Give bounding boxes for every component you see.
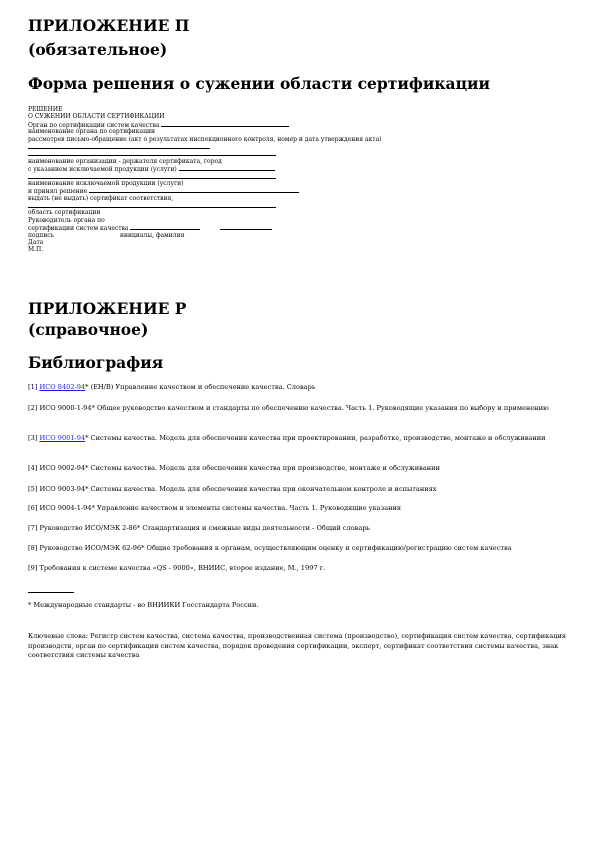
entry-number: [4] — [28, 464, 38, 472]
form-caption: область сертификации — [28, 209, 101, 217]
name-line — [220, 224, 272, 230]
form-label: Руководитель органа по — [28, 216, 105, 224]
form-title: РЕШЕНИЕ — [28, 106, 63, 113]
entry-number: [7] — [28, 524, 38, 532]
form-line — [28, 150, 458, 157]
bibliography-entry — [28, 383, 568, 392]
appendix-r-subtitle: (справочное) — [28, 320, 149, 339]
blank-line — [179, 165, 275, 171]
entry-number: [8] — [28, 544, 38, 552]
standard-link[interactable]: ИСО 8402-94 — [39, 383, 86, 391]
blank-line — [28, 150, 276, 156]
form-label: сертификации систем качества — [28, 225, 129, 233]
bibliography-entry — [28, 464, 568, 473]
form-line — [28, 232, 458, 239]
appendix-p-subtitle: (обязательное) — [28, 40, 168, 59]
form-caption: наименование органа по сертификации — [28, 128, 155, 136]
appendix-p-heading: Форма решения о сужении области сертификации — [28, 74, 491, 93]
bibliography-entry — [28, 404, 568, 413]
blank-line — [161, 121, 289, 127]
entry-text: * (ЕН/В) Управление качеством и обеспечение качества. Словарь — [85, 383, 316, 391]
bibliography-entry — [28, 564, 568, 573]
entry-number: [5] — [28, 485, 38, 493]
standard-link[interactable]: ИСО 9001-94 — [39, 434, 86, 442]
keywords: Ключевые слова: Регистр систем качества, система качества, производственная система (производство), сертификация систем качества, сертификация производств, орган по сертификации систем качества, порядок проведения сертификации, эксперт, сертификат соответствия системы качества, знак соответствия системы качества — [28, 632, 567, 660]
form-subtitle: О СУЖЕНИИ ОБЛАСТИ СЕРТИФИКАЦИИ — [28, 113, 165, 121]
entry-text: * Системы качества. Модель для обеспечения качества при проектировании, разработке, производстве, монтаже и обслуживании — [85, 434, 546, 442]
form-label: выдать (не выдать) сертификат соответствия, — [28, 194, 174, 202]
form-line — [28, 165, 458, 172]
blank-line — [28, 143, 210, 149]
entry-number: [2] — [28, 404, 38, 412]
form-label: рассмотрев письмо-обращение (акт о результатах инспекционного контроля, номер и дата утверждения акта) — [28, 135, 382, 143]
form-line — [28, 187, 458, 194]
blank-line — [28, 173, 276, 179]
entry-number: [1] — [28, 383, 38, 391]
entry-text: Руководство ИСО/МЭК 62-96* Общие требования к органам, осуществляющим оценку и сертификацию/регистрацию систем качества — [39, 544, 512, 552]
entry-number: [3] — [28, 434, 38, 442]
decision-form — [28, 106, 458, 254]
stamp-label: М.П. — [28, 246, 44, 254]
form-line — [28, 202, 458, 209]
bibliography-entry — [28, 524, 568, 533]
appendix-p-title: ПРИЛОЖЕНИЕ П — [28, 16, 190, 35]
form-line — [28, 173, 458, 180]
form-label: и принял решение — [28, 188, 88, 196]
entry-text: ИСО 9004-1-94* Управление качеством и элементы системы качества. Часть 1. Руководящие указания — [39, 504, 402, 512]
entry-text: Руководство ИСО/МЭК 2-86* Стандартизация и смежные виды деятельности - Общий словарь — [39, 524, 371, 532]
bibliography-entry — [28, 504, 568, 513]
form-line — [28, 224, 458, 231]
entry-number: [6] — [28, 504, 38, 512]
entry-text: ИСО 9000-1-94* Общее руководство качеством и стандарты по обеспечению качества. Часть 1. Руководящие указания по выбору и применению — [39, 404, 549, 412]
appendix-r-title: ПРИЛОЖЕНИЕ Р — [28, 299, 187, 318]
bibliography-entry — [28, 434, 568, 443]
blank-line — [89, 187, 299, 193]
form-caption: наименование организации - держателя сертификата, город — [28, 157, 222, 165]
bibliography-entry — [28, 544, 568, 553]
date-label: Дата — [28, 239, 44, 247]
form-label: с указанием исключаемой продукции (услуги) — [28, 166, 177, 174]
signature-caption: подпись — [28, 231, 54, 239]
entry-number: [9] — [28, 564, 38, 572]
entry-text: Требования к системе качества «QS - 9000», ВНИИС, второе издание, М., 1997 г. — [39, 564, 326, 572]
bibliography-heading: Библиография — [28, 353, 164, 372]
blank-line — [28, 202, 276, 208]
form-label: Орган по сертификации систем качества — [28, 121, 160, 129]
name-caption: инициалы, фамилия — [120, 231, 185, 239]
footnote: * Международные стандарты - во ВНИИКИ Госстандарта России. — [28, 601, 259, 609]
entry-text: ИСО 9002-94* Системы качества. Модель для обеспечения качества при производстве, монтаже и обслуживании — [39, 464, 440, 472]
signature-line — [130, 224, 200, 230]
form-line — [28, 143, 458, 150]
footnote-separator — [28, 592, 74, 593]
form-caption: наименование исключаемой продукции (услуги) — [28, 179, 184, 187]
form-line — [28, 121, 458, 128]
entry-text: ИСО 9003-94* Системы качества. Модель для обеспечения качества при окончательном контроле и испытаниях — [39, 485, 437, 493]
bibliography-entry — [28, 485, 568, 494]
